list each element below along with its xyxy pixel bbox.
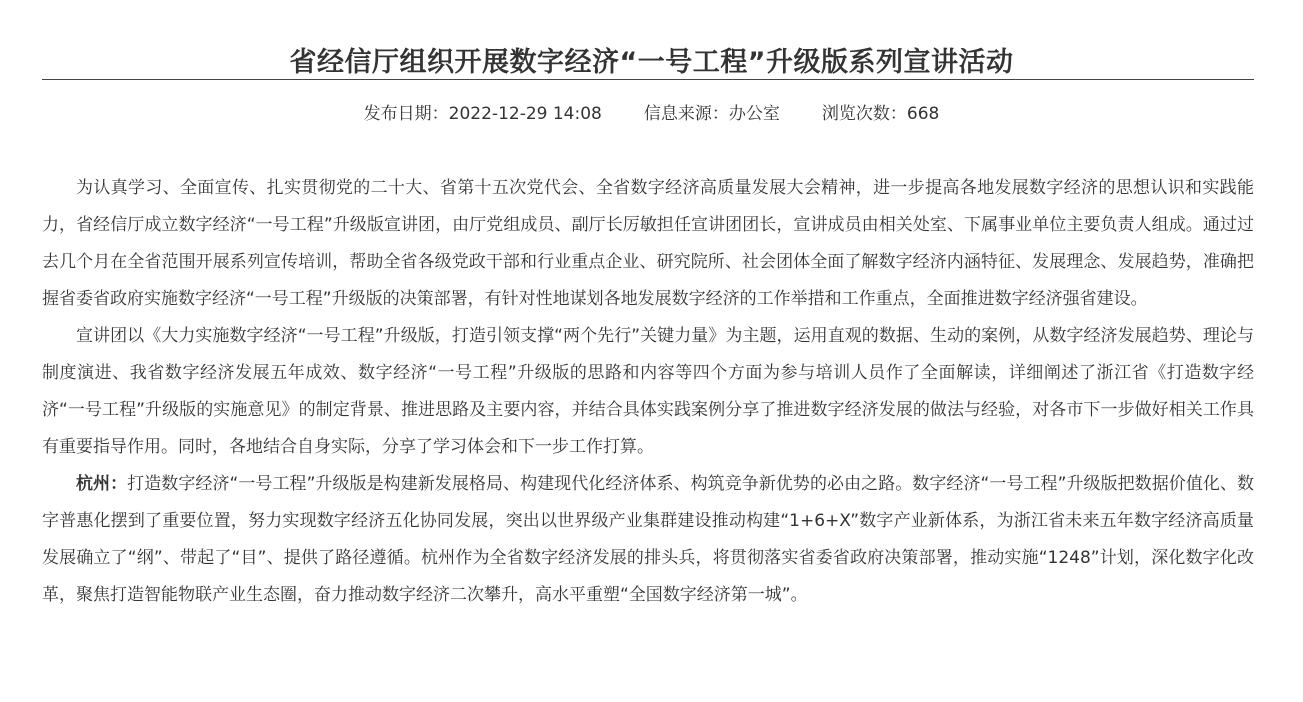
- title-divider: [42, 79, 1254, 80]
- paragraph: [42, 318, 1254, 466]
- article-title: 省经信厅组织开展数字经济“一号工程”升级版系列宣讲活动: [289, 47, 1014, 79]
- paragraph-text: 打造数字经济“一号工程”升级版是构建新发展格局、构建现代化经济体系、构筑竞争新优势的必由之路。数字经济“一号工程”升级版把数据价值化、数字普惠化摆到了重要位置，努力实现数字经济五化协同发展，突出以世界级产业集群建设推动构建“1+6+X”数字产业新体系，为浙江省未来五年数字经济高质量发展确立了“纲”、带起了“目”、提供了路径遵循。杭州作为全省数字经济发展的排头兵，将贯彻落实省委省政府决策部署，推动实施“1248”计划，深化数字化改革，聚焦打造智能物联产业生态圈，奋力推动数字经济二次攀升，高水平重塑“全国数字经济第一城”。: [42, 474, 1255, 605]
- info-source: 信息来源：办公室: [643, 104, 780, 124]
- paragraph-text: 宣讲团以《大力实施数字经济“一号工程”升级版，打造引领支撑“两个先行”关键力量》为主题，运用直观的数据、生动的案例，从数字经济发展趋势、理论与制度演进、我省数字经济发展五年成效、数字经济“一号工程”升级版的思路和内容等四个方面为参与培训人员作了全面解读，详细阐述了浙江省《打造数字经济“一号工程”升级版的实施意见》的制定背景、推进思路及主要内容，并结合具体实践案例分享了推进数字经济发展的做法与经验，对各市下一步做好相关工作具有重要指导作用。同时，各地结合自身实际，分享了学习体会和下一步工作打算。: [42, 326, 1254, 457]
- paragraph-text: 为认真学习、全面宣传、扎实贯彻党的二十大、省第十五次党代会、全省数字经济高质量发展大会精神，进一步提高各地发展数字经济的思想认识和实践能力，省经信厅成立数字经济“一号工程”升级版宣讲团，由厅党组成员、副厅长厉敏担任宣讲团团长，宣讲成员由相关处室、下属事业单位主要负责人组成。通过过去几个月在全省范围开展系列宣传培训，帮助全省各级党政干部和行业重点企业、研究院所、社会团体全面了解数字经济内涵特征、发展理念、发展趋势，准确把握省委省政府实施数字经济“一号工程”升级版的决策部署，有针对性地谋划各地发展数字经济的工作举措和工作重点，全面推进数字经济强省建设。: [42, 178, 1254, 309]
- article-meta: [0, 100, 1303, 128]
- paragraph: [42, 466, 1254, 614]
- paragraph: [42, 170, 1254, 318]
- publish-date: 发布日期：2022-12-29 14:08: [363, 104, 602, 124]
- article-body: [42, 170, 1254, 614]
- view-count: 浏览次数：668: [821, 104, 940, 124]
- paragraph-lead: 杭州：: [76, 474, 128, 494]
